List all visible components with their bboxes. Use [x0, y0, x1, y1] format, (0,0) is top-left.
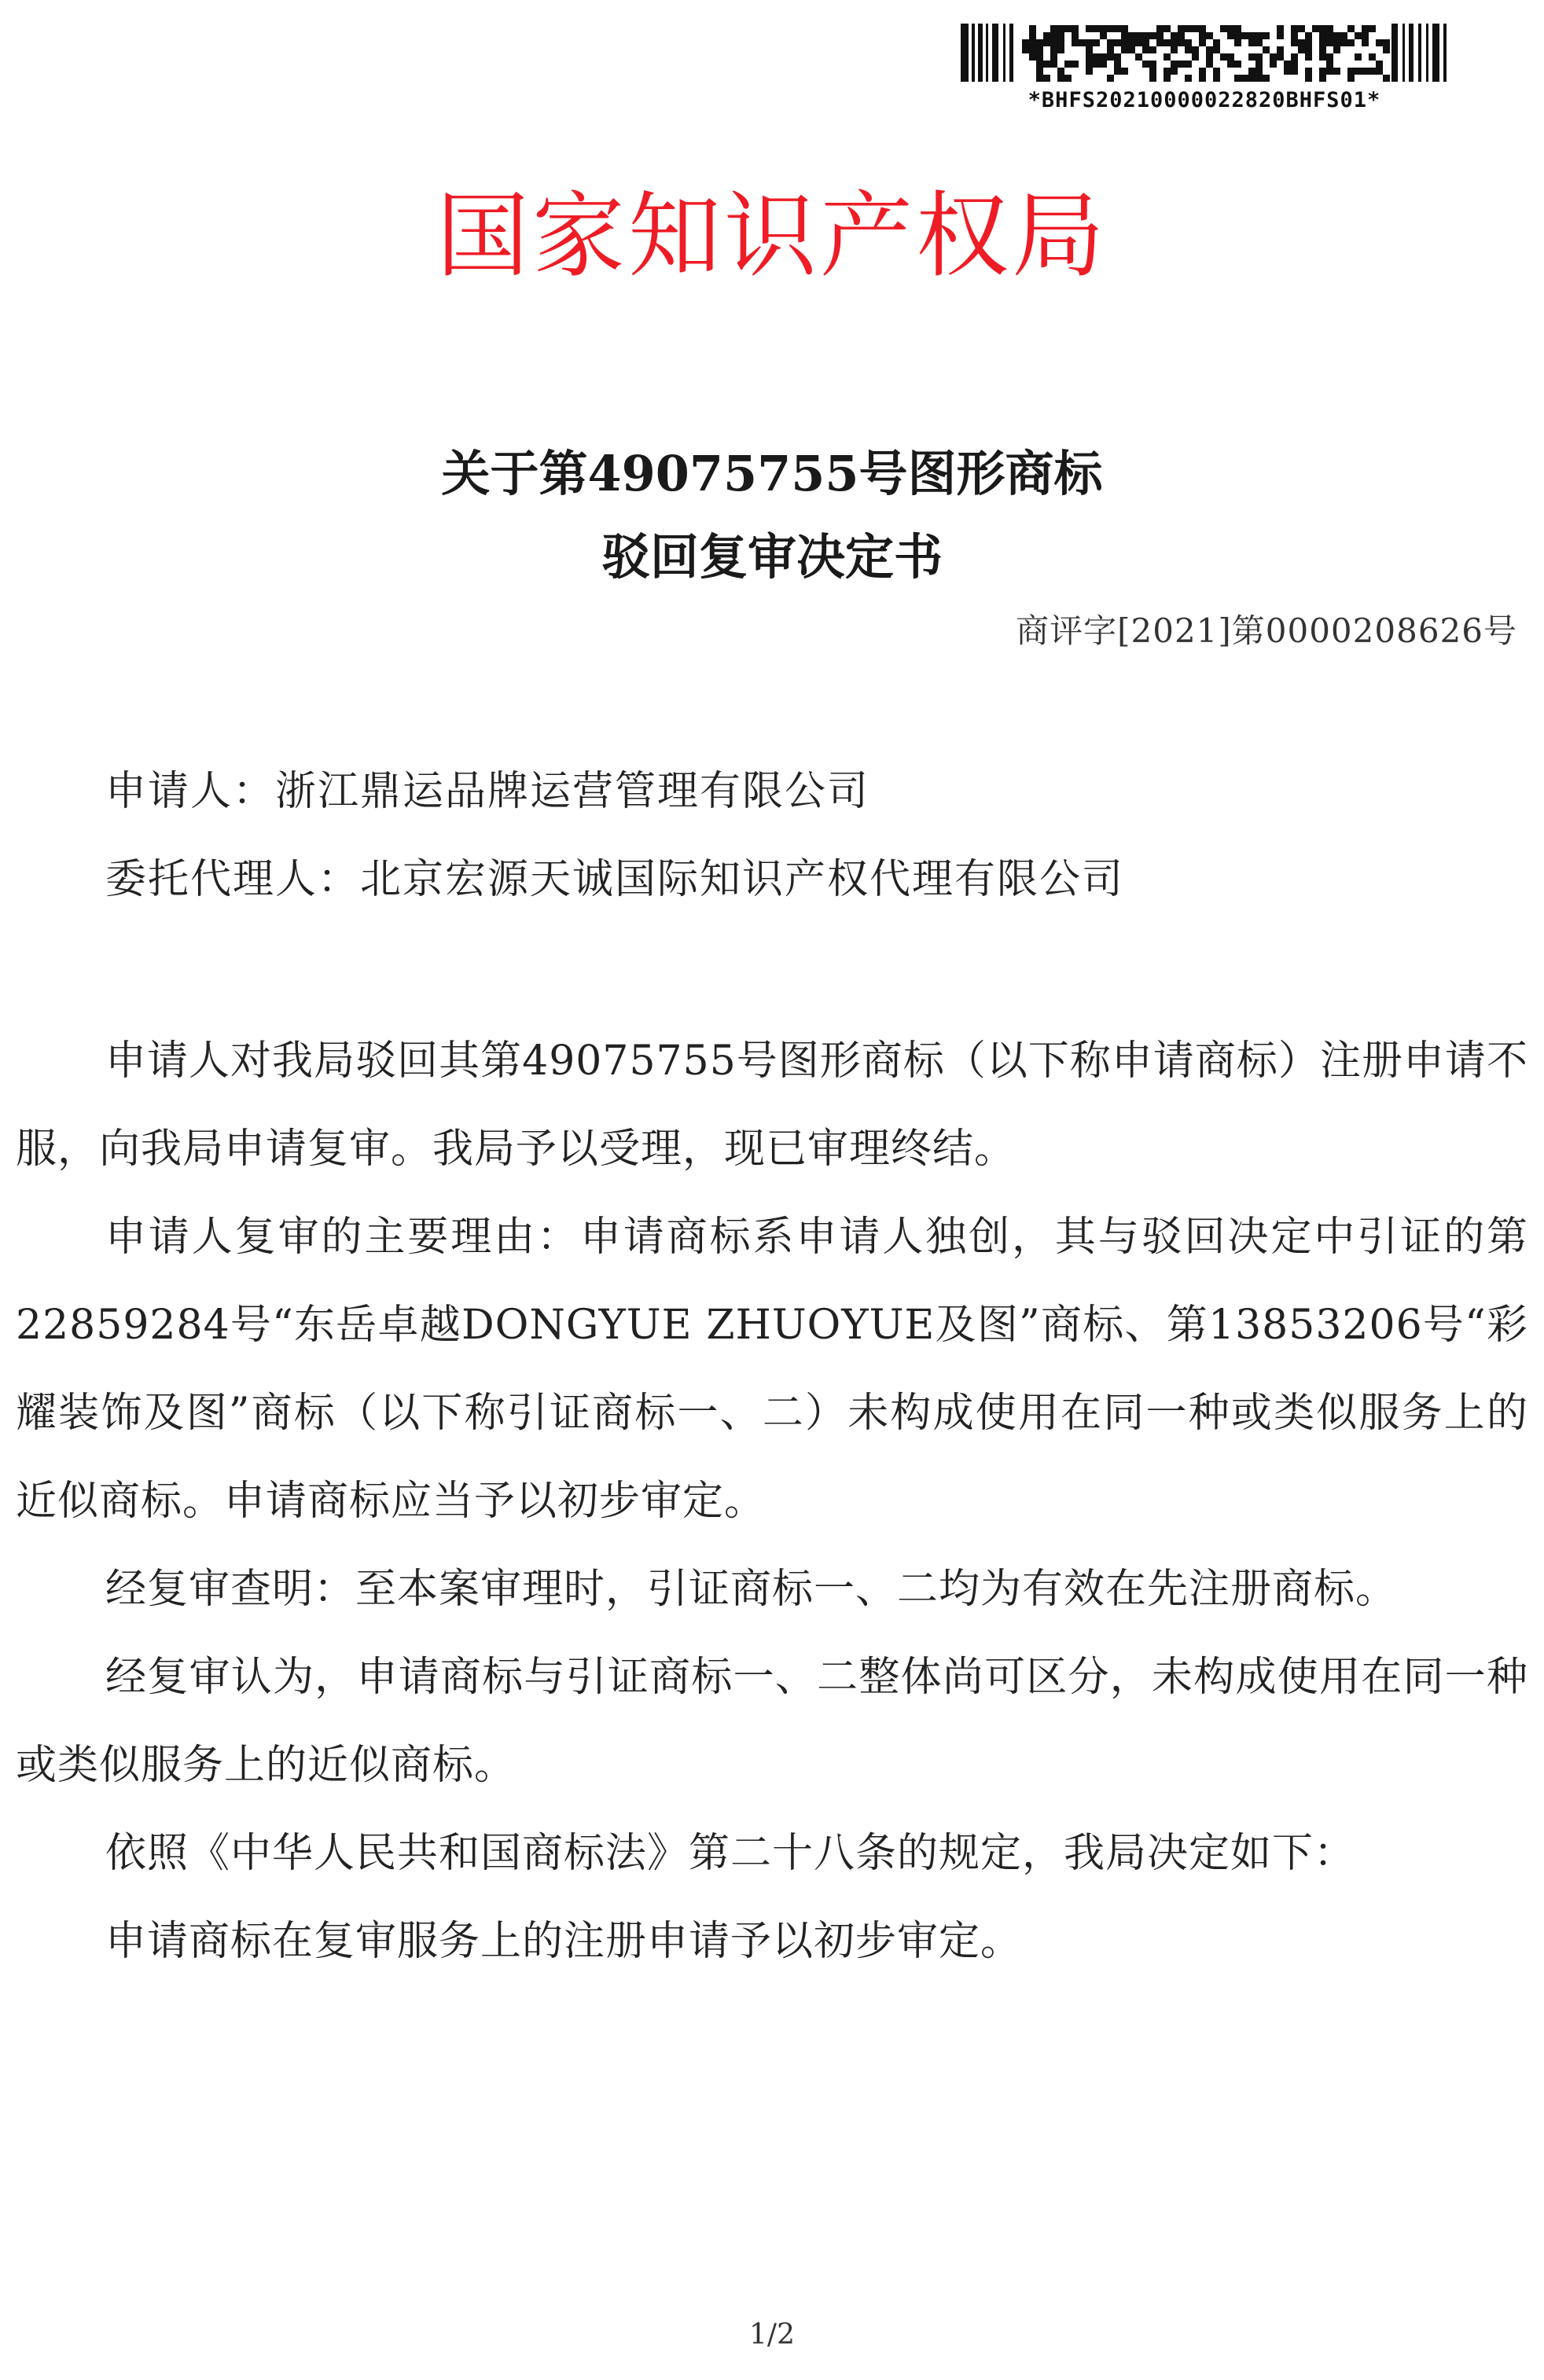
decision-body: [16, 1017, 1528, 1985]
document-title-line2: 驳回复审决定书: [601, 528, 943, 586]
agent-line: 委托代理人：北京宏源天诚国际知识产权代理有限公司: [105, 856, 1125, 903]
paragraph-applicant-reasons: 申请人复审的主要理由：申请商标系申请人独创，其与驳回决定中引证的第22859284号“东岳卓越DONGYUE ZHUOYUE及图”商标、第13853206号“彩耀装饰及图”商标（以下称引证商标一、二）未构成使用在同一种或类似服务上的近似商标。申请商标应当予以初步审定。: [16, 1214, 1528, 1525]
paragraph-opinion: 经复审认为，申请商标与引证商标一、二整体尚可区分，未构成使用在同一种或类似服务上的近似商标。: [16, 1654, 1528, 1789]
barcode-caption: *BHFS20210000022820BHFS01*: [1027, 88, 1381, 112]
barcode-graphic: [961, 24, 1448, 82]
document-number: 商评字[2021]第0000208626号: [1016, 612, 1517, 650]
paragraph-findings: 经复审查明：至本案审理时，引证商标一、二均为有效在先注册商标。: [105, 1566, 1398, 1613]
organization-heading: 国家知识产权局: [436, 182, 1108, 290]
paragraph-background: 申请人对我局驳回其第49075755号图形商标（以下称申请商标）注册申请不服，向我局申请复审。我局予以受理，现已审理终结。: [16, 1038, 1528, 1173]
document-title-line1: 关于第49075755号图形商标: [441, 445, 1103, 502]
page-number: 1/2: [749, 2319, 795, 2351]
paragraph-legal-basis: 依照《中华人民共和国商标法》第二十八条的规定，我局决定如下：: [105, 1830, 1356, 1877]
paragraph-decision: 申请商标在复审服务上的注册申请予以初步审定。: [105, 1918, 1023, 1965]
applicant-line: 申请人：浙江鼎运品牌运营管理有限公司: [105, 768, 870, 815]
